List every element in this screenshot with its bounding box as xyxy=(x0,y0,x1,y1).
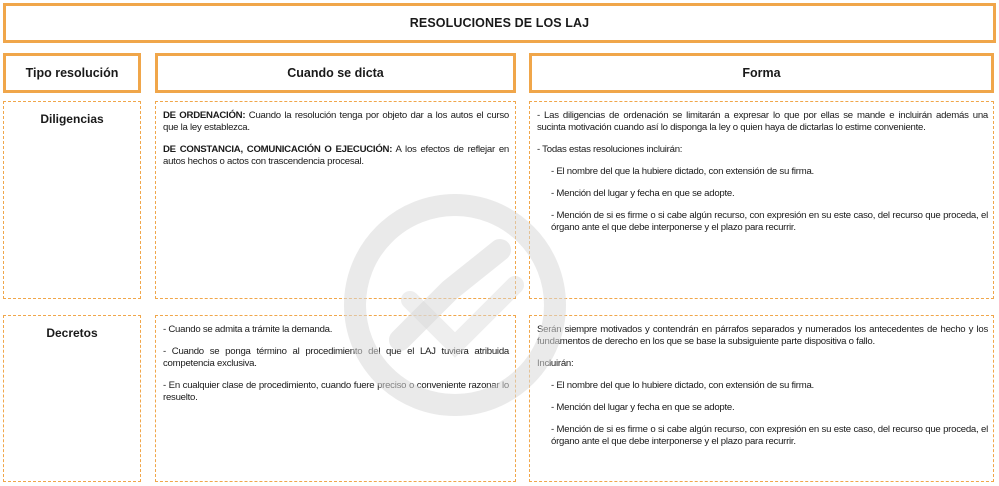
diligencias-ordenacion xyxy=(163,110,509,134)
header-tipo-label: Tipo resolución xyxy=(25,66,119,80)
diligencias-forma-item-1: - El nombre del que la hubiere dictado, con extensión de su firma. xyxy=(551,166,814,177)
decretos-forma-cell xyxy=(529,315,994,482)
constancia-label: DE CONSTANCIA, COMUNICACIÓN O EJECUCIÓN: xyxy=(163,144,393,155)
decretos-cuando-p3: - En cualquier clase de procedimiento, cuando fuere preciso o conveniente razonar lo resuelto. xyxy=(163,380,509,403)
constancia-text: A los efectos de reflejar en autos hechos o actos con trascendencia procesal. xyxy=(163,144,509,167)
diligencias-cuando-cell xyxy=(155,101,516,299)
decretos-label: Decretos xyxy=(46,326,98,340)
decretos-cuando-p2: - Cuando se ponga término al procedimiento del que el LAJ tuviera atribuida competencia exclusiva. xyxy=(163,346,509,369)
header-cuando-label: Cuando se dicta xyxy=(287,66,384,80)
diligencias-forma-cell xyxy=(529,101,994,299)
diligencias-label: Diligencias xyxy=(40,112,104,126)
ordenacion-label: DE ORDENACIÓN: xyxy=(163,110,246,121)
diligencias-forma-item-2: - Mención del lugar y fecha en que se adopte. xyxy=(551,188,735,199)
header-forma xyxy=(529,53,994,93)
diligencias-forma-p2: - Todas estas resoluciones incluirán: xyxy=(537,144,683,155)
decretos-forma-item-3: - Mención de si es firme o si cabe algún recurso, con expresión en su este caso, del recurso que proceda, el órgano ante el que debe interponerse y el plazo para recurrir. xyxy=(551,424,988,447)
decretos-cuando-p1: - Cuando se admita a trámite la demanda. xyxy=(163,324,333,335)
decretos-type-cell xyxy=(3,315,141,482)
header-tipo-resolucion xyxy=(3,53,141,93)
decretos-cuando-cell xyxy=(155,315,516,482)
diligencias-constancia xyxy=(163,144,509,168)
ordenacion-text: Cuando la resolución tenga por objeto dar a los autos el curso que la ley establezca. xyxy=(163,110,509,133)
decretos-forma-item-2: - Mención del lugar y fecha en que se adopte. xyxy=(551,402,735,413)
decretos-forma-p2: Incluirán: xyxy=(537,358,574,369)
decretos-forma-item-1: - El nombre del que lo hubiere dictado, con extensión de su firma. xyxy=(551,380,814,391)
diligencias-type-cell xyxy=(3,101,141,299)
page-title-box xyxy=(3,3,996,43)
header-forma-label: Forma xyxy=(742,66,781,80)
header-cuando-se-dicta xyxy=(155,53,516,93)
diligencias-forma-p1: - Las diligencias de ordenación se limitarán a expresar lo que por ellas se mande e incluirán además una sucinta motivación cuando así lo disponga la ley o quien haya de dictarlas lo estime conveniente. xyxy=(537,110,988,133)
diligencias-forma-item-3: - Mención de si es firme o si cabe algún recurso, con expresión en su este caso, del recurso que proceda, el órgano ante el que debe interponerse y el plazo para recurrir. xyxy=(551,210,988,233)
decretos-forma-p1: Serán siempre motivados y contendrán en párrafos separados y numerados los antecedentes de hecho y los fundamentos de derecho en los que se base la subsiguiente parte dispositiva o fallo. xyxy=(537,324,988,347)
page-title: RESOLUCIONES DE LOS LAJ xyxy=(409,16,590,30)
